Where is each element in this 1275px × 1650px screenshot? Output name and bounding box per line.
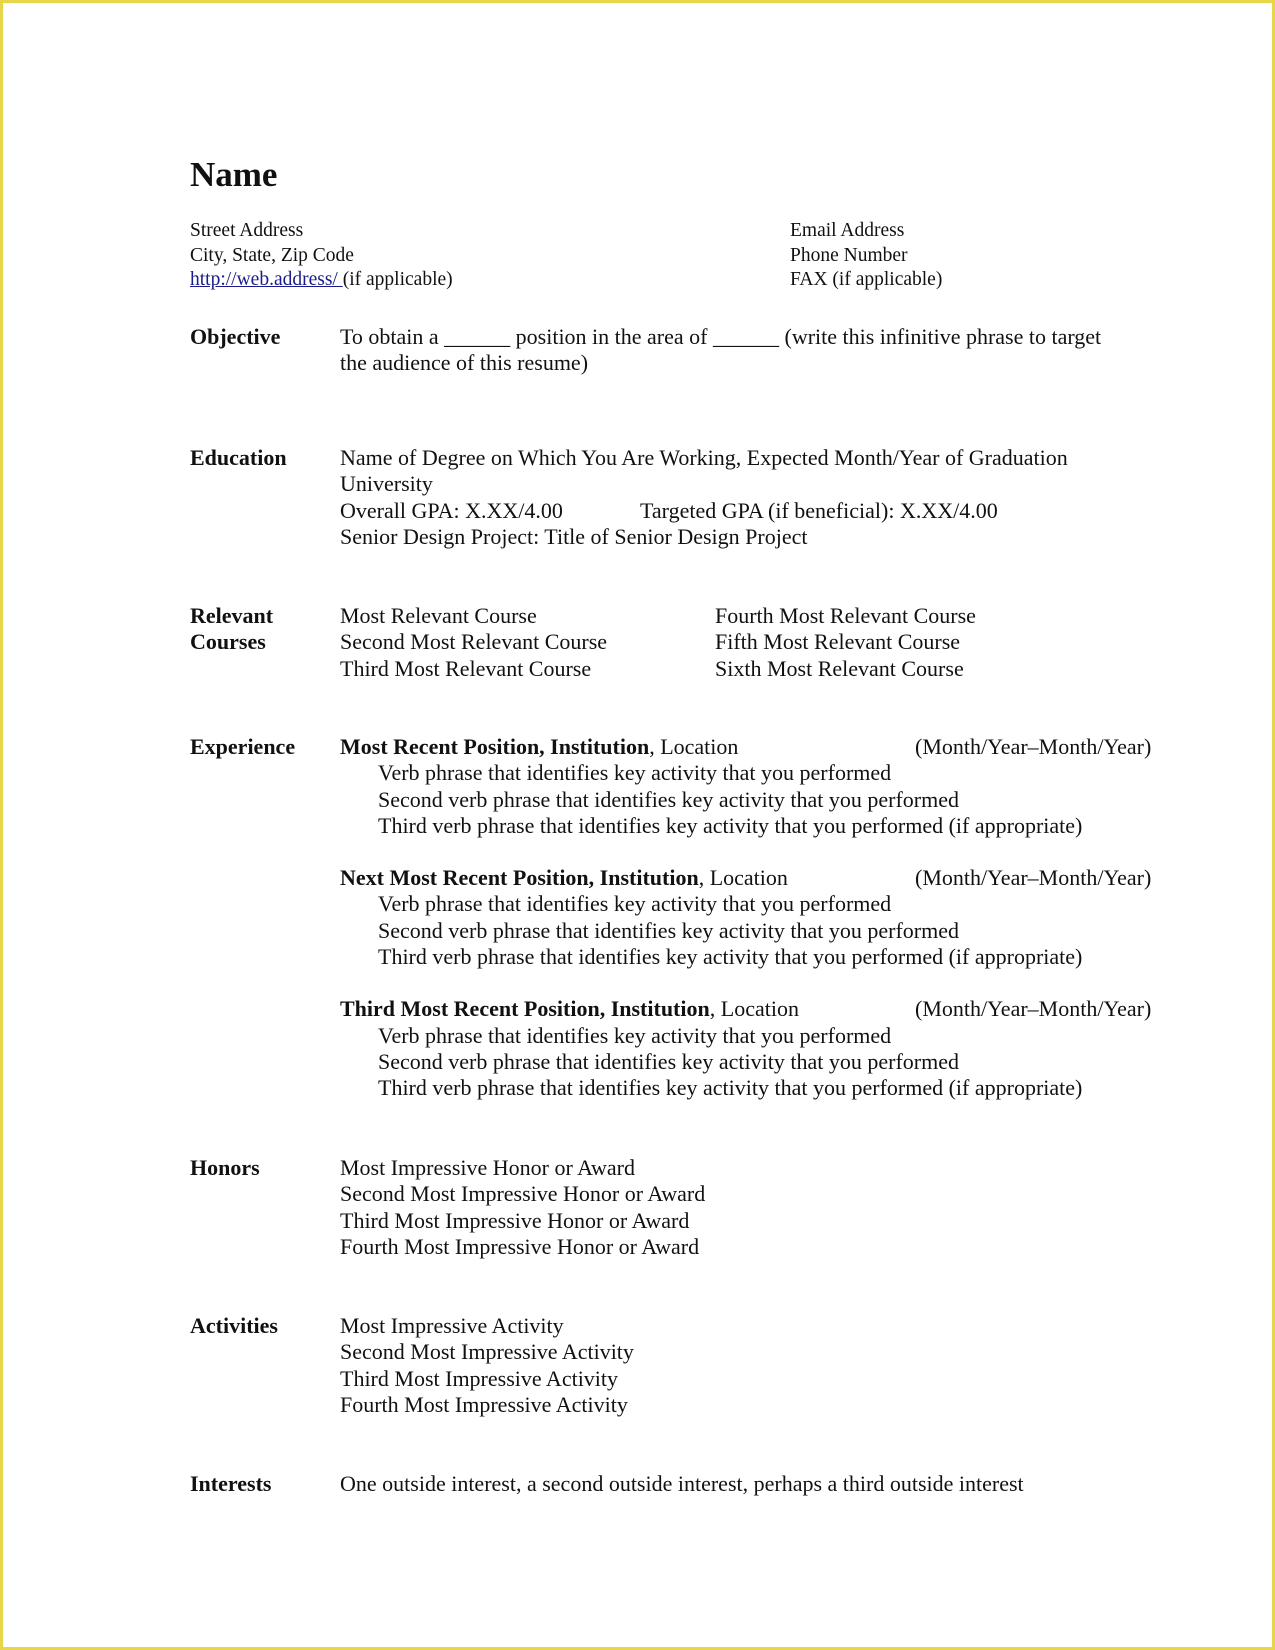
honors-label: Honors — [190, 1155, 260, 1180]
course-item: Sixth Most Relevant Course — [715, 655, 964, 681]
experience-entry — [340, 996, 1180, 1101]
experience-entry — [340, 734, 1180, 839]
activity-item: Third Most Impressive Activity — [340, 1365, 619, 1391]
resume-name: Name — [190, 155, 278, 194]
course-item: Fifth Most Relevant Course — [715, 629, 961, 655]
targeted-gpa: Targeted GPA (if beneficial): X.XX/4.00 — [640, 497, 998, 523]
course-item: Second Most Relevant Course — [340, 629, 608, 655]
experience-header — [340, 996, 1180, 1022]
activity-line: Verb phrase that identifies key activity that you performed — [378, 891, 892, 917]
experience-header — [340, 865, 1180, 891]
city-state-zip: City, State, Zip Code — [190, 244, 354, 266]
university-line: University — [340, 471, 433, 497]
activity-line: Third verb phrase that identifies key activity that you performed (if appropriate) — [378, 1075, 1083, 1101]
objective-line: To obtain a ______ position in the area of ______ (write this infinitive phrase to target — [340, 324, 1102, 349]
experience-entry — [340, 865, 1180, 970]
activity-line: Third verb phrase that identifies key activity that you performed (if appropriate) — [378, 944, 1083, 970]
objective-line: the audience of this resume) — [340, 350, 589, 376]
overall-gpa: Overall GPA: X.XX/4.00 — [340, 497, 563, 523]
degree-line: Name of Degree on Which You Are Working, Expected Month/Year of Graduation — [340, 445, 1068, 470]
activities-body — [340, 1313, 1180, 1418]
activities-label: Activities — [190, 1313, 278, 1338]
gpa-row — [340, 498, 1180, 524]
contact-block — [790, 219, 942, 293]
course-item: Fourth Most Relevant Course — [715, 603, 976, 628]
course-row — [340, 629, 1180, 655]
fax-number: FAX (if applicable) — [790, 269, 943, 290]
position-title: Third Most Recent Position, Institution — [340, 996, 710, 1022]
position-title: Most Recent Position, Institution — [340, 734, 650, 759]
position-dates: (Month/Year–Month/Year) — [915, 996, 1152, 1022]
position-dates: (Month/Year–Month/Year) — [915, 865, 1152, 891]
activity-item: Fourth Most Impressive Activity — [340, 1391, 628, 1417]
courses-label-line: Relevant — [190, 603, 274, 628]
activity-item: Most Impressive Activity — [340, 1313, 564, 1338]
web-address-link[interactable]: http://web.address/ — [190, 269, 343, 290]
honor-item: Most Impressive Honor or Award — [340, 1155, 635, 1180]
activity-line: Second verb phrase that identifies key activity that you performed — [378, 786, 959, 812]
position-location: , Location — [698, 865, 788, 891]
activity-line: Second verb phrase that identifies key activity that you performed — [378, 1048, 959, 1074]
course-row — [340, 603, 1180, 629]
activity-line: Verb phrase that identifies key activity that you performed — [378, 760, 892, 786]
course-item: Third Most Relevant Course — [340, 655, 592, 681]
web-address-note: (if applicable) — [342, 269, 453, 290]
web-address-line — [190, 268, 453, 293]
senior-project: Senior Design Project: Title of Senior Design Project — [340, 523, 808, 549]
education-label: Education — [190, 445, 287, 470]
position-location: , Location — [709, 996, 799, 1022]
activity-item: Second Most Impressive Activity — [340, 1339, 634, 1365]
email-address: Email Address — [790, 220, 905, 241]
interests-label: Interests — [190, 1471, 272, 1496]
honor-item: Fourth Most Impressive Honor or Award — [340, 1233, 700, 1259]
phone-number: Phone Number — [790, 244, 908, 266]
courses-label-line: Courses — [190, 629, 266, 654]
position-location: , Location — [649, 734, 739, 759]
courses-label — [190, 603, 330, 655]
activity-line: Second verb phrase that identifies key activity that you performed — [378, 917, 959, 943]
interests-body — [340, 1471, 1180, 1497]
honor-item: Third Most Impressive Honor or Award — [340, 1207, 690, 1233]
street-address: Street Address — [190, 220, 304, 241]
course-row — [340, 656, 1180, 682]
honor-item: Second Most Impressive Honor or Award — [340, 1181, 706, 1207]
education-body — [340, 445, 1180, 550]
objective-label: Objective — [190, 324, 281, 349]
objective-body — [340, 324, 1180, 377]
activity-line: Verb phrase that identifies key activity that you performed — [378, 1022, 892, 1048]
course-item: Most Relevant Course — [340, 603, 537, 628]
address-block — [190, 219, 453, 293]
experience-body — [340, 734, 1180, 1128]
experience-header — [340, 734, 1180, 760]
courses-body — [340, 603, 1180, 682]
position-title: Next Most Recent Position, Institution — [340, 865, 699, 891]
position-dates: (Month/Year–Month/Year) — [915, 734, 1152, 759]
activity-line: Third verb phrase that identifies key activity that you performed (if appropriate) — [378, 812, 1083, 838]
experience-label: Experience — [190, 734, 296, 759]
honors-body — [340, 1155, 1180, 1260]
interests-text: One outside interest, a second outside interest, perhaps a third outside interest — [340, 1471, 1024, 1496]
